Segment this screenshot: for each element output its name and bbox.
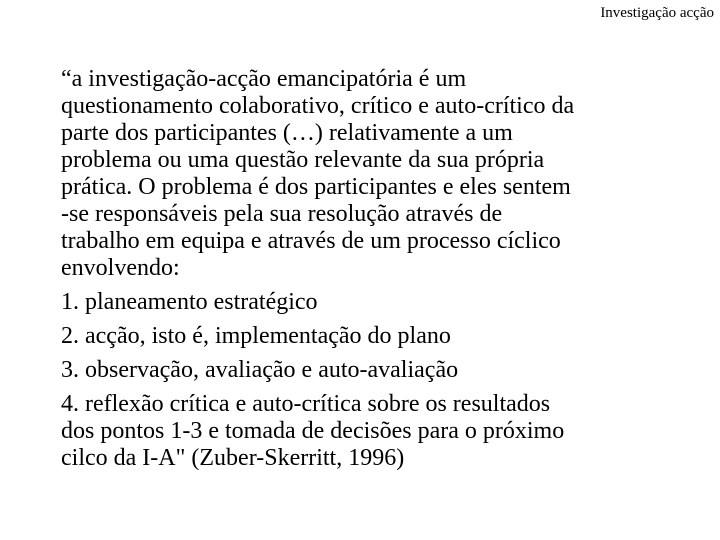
quote-closing-line: dos pontos 1-3 e tomada de decisões para o próximo bbox=[61, 418, 565, 444]
slide-header-title: Investigação acção bbox=[600, 5, 714, 21]
quote-line: problema ou uma questão relevante da sua própria bbox=[61, 147, 545, 173]
step-item-2: 2. acção, isto é, implementação do plano bbox=[61, 323, 451, 349]
quote-block bbox=[61, 66, 701, 472]
quote-citation-line: cilco da I-A" (Zuber-Skerritt, 1996) bbox=[61, 445, 405, 471]
quote-line: -se responsáveis pela sua resolução através de bbox=[61, 201, 503, 227]
quote-intro bbox=[61, 66, 701, 282]
step-item-1: 1. planeamento estratégico bbox=[61, 289, 318, 315]
step-4-text: 4. reflexão crítica e auto-crítica sobre os resultados bbox=[61, 391, 551, 417]
quote-line: parte dos participantes (…) relativamente a um bbox=[61, 120, 513, 146]
quote-line: “a investigação-acção emancipatória é um bbox=[61, 66, 467, 92]
quote-line: envolvendo: bbox=[61, 255, 180, 281]
quote-line: prática. O problema é dos participantes e eles sentem bbox=[61, 174, 571, 200]
quote-line: trabalho em equipa e através de um processo cíclico bbox=[61, 228, 561, 254]
steps-list bbox=[61, 289, 701, 472]
step-item-4 bbox=[61, 391, 701, 472]
quote-line: questionamento colaborativo, crítico e auto-crítico da bbox=[61, 93, 575, 119]
step-item-3: 3. observação, avaliação e auto-avaliação bbox=[61, 357, 459, 383]
